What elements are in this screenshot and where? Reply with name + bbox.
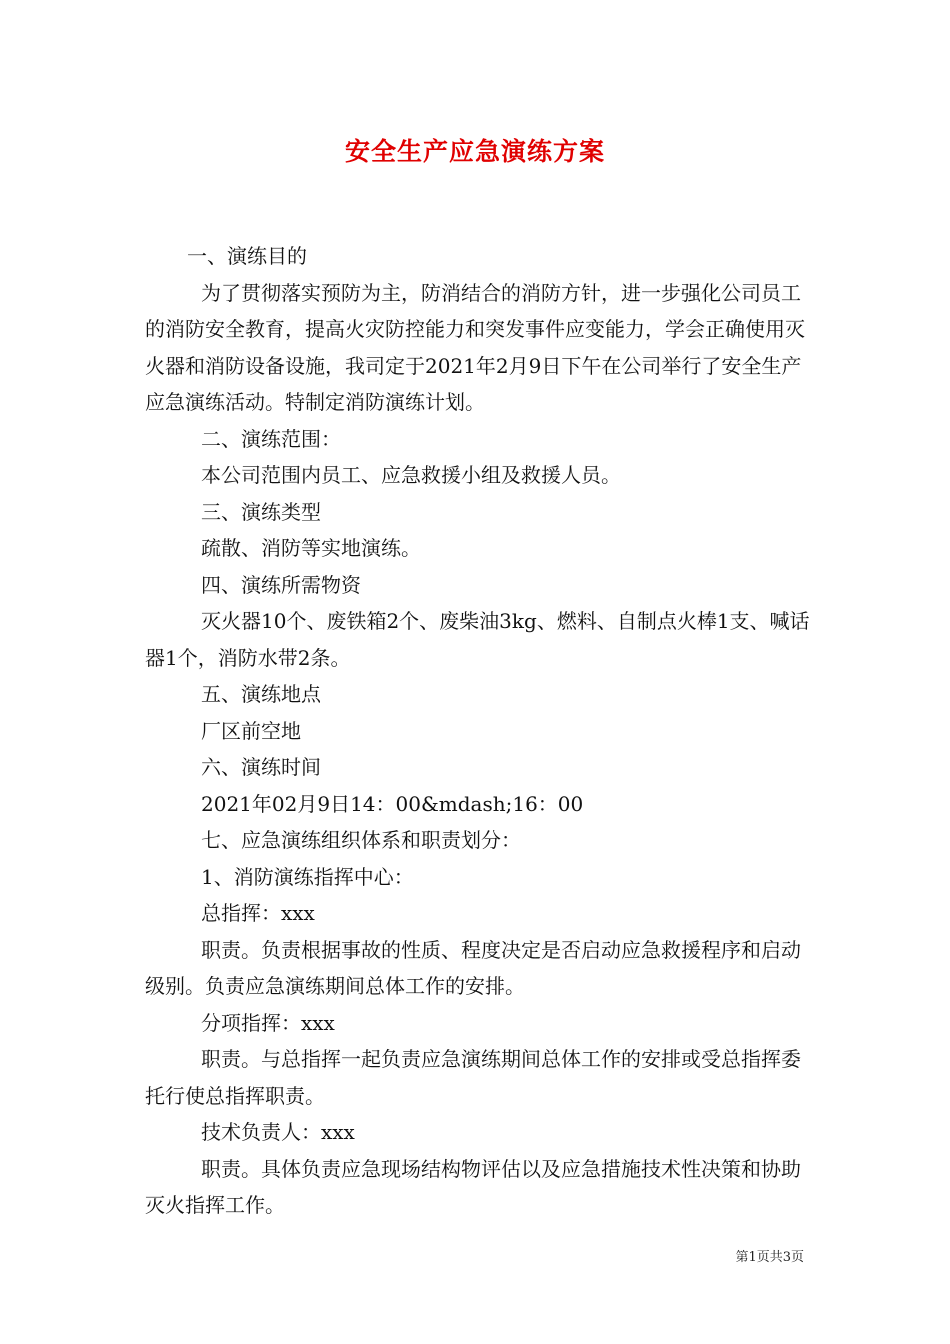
role-line: 技术负责人：xxx	[201, 1120, 355, 1144]
paragraph: 疏散、消防等实地演练。	[201, 536, 421, 560]
page-number: 第1页共3页	[735, 1250, 804, 1265]
paragraph: 职责。具体负责应急现场结构物评估以及应急措施技术性决策和协助灭火指挥工作。	[145, 1156, 801, 1217]
paragraph: 为了贯彻落实预防为主，防消结合的消防方针，进一步强化公司员工的消防安全教育，提高火灾防控能力和突发事件应变能力，学会正确使用灭火器和消防设备设施，我司定于2021年2月9日下午在公司举行了安全生产应急演练活动。特制定消防演练计划。	[145, 280, 805, 414]
section-heading: 五、演练地点	[201, 682, 321, 706]
paragraph: 2021年02月9日14：00&mdash;16：00	[201, 791, 584, 816]
section-heading: 六、演练时间	[201, 755, 321, 779]
section-heading: 四、演练所需物资	[201, 572, 361, 597]
section-heading: 一、演练目的	[187, 244, 307, 268]
section-heading: 七、应急演练组织体系和职责划分：	[201, 828, 521, 852]
paragraph: 本公司范围内员工、应急救援小组及救援人员。	[201, 463, 621, 487]
paragraph: 职责。与总指挥一起负责应急演练期间总体工作的安排或受总指挥委托行使总指挥职责。	[145, 1047, 801, 1108]
paragraph: 灭火器10个、废铁箱2个、废柴油3kg、燃料、自制点火棒1支、喊话器1个，消防水带2条。	[145, 609, 810, 670]
paragraph: 厂区前空地	[201, 718, 301, 743]
subsection-heading: 1、消防演练指挥中心：	[201, 864, 414, 889]
role-line: 分项指挥：xxx	[201, 1010, 335, 1035]
role-line: 总指挥：xxx	[201, 901, 315, 925]
section-heading: 三、演练类型	[201, 499, 321, 524]
document-body	[145, 238, 813, 1224]
section-heading: 二、演练范围：	[201, 426, 341, 451]
document-title: 安全生产应急演练方案	[344, 137, 605, 166]
paragraph: 职责。负责根据事故的性质、程度决定是否启动应急救援程序和启动级别。负责应急演练期间总体工作的安排。	[145, 937, 801, 998]
